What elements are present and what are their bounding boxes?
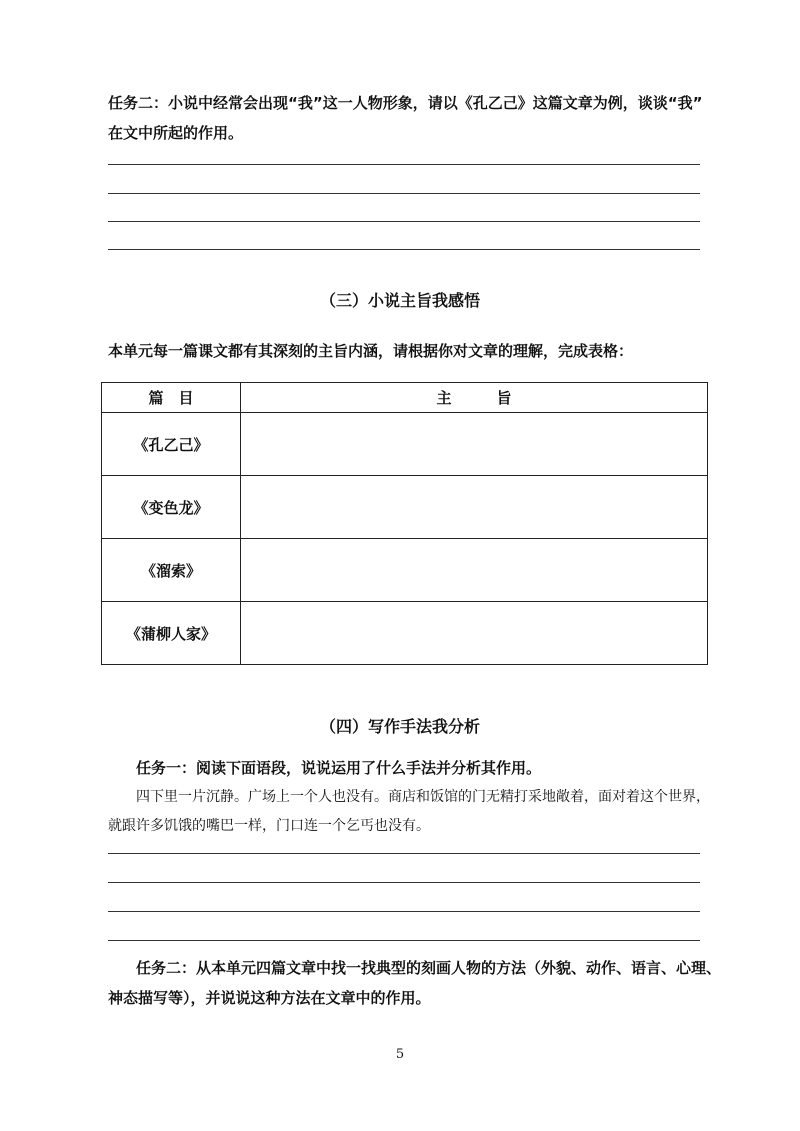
theme-answer-cell[interactable] [241,602,708,665]
passage-line1: 四下里一片沉静。广场上一个人也没有。商店和饭馆的门无精打采地敞着，面对着这个世界， [136,789,710,805]
section3-intro: 本单元每一篇课文都有其深刻的主旨内涵，请根据你对文章的理解，完成表格： [108,342,634,360]
section4-task2-line1: 任务二：从本单元四篇文章中找一找典型的刻画人物的方法（外貌、动作、语言、心理、 [136,959,722,977]
table-row [102,413,708,476]
section4-task2-line2: 神态描写等），并说说这种方法在文章中的作用。 [108,989,431,1007]
answer-line[interactable] [108,164,700,165]
header-title: 篇 目 [102,383,241,413]
section4-title: （四）写作手法我分析 [319,717,480,736]
answer-line[interactable] [108,221,700,222]
answer-line[interactable] [108,853,700,854]
page-number: 5 [395,1047,405,1062]
theme-answer-cell[interactable] [241,413,708,476]
section4-task1-prompt: 任务一：阅读下面语段，说说运用了什么手法并分析其作用。 [136,759,542,777]
theme-answer-cell[interactable] [241,476,708,539]
row-title: 《孔乙己》 [102,413,241,476]
table-row [102,539,708,602]
answer-line[interactable] [108,940,700,941]
task2-prompt-line2: 在文中所起的作用。 [108,124,244,142]
table-header-row [102,383,708,413]
answer-line[interactable] [108,882,700,883]
row-title: 《溜索》 [102,539,241,602]
theme-table [101,382,708,665]
header-theme: 主 旨 [241,383,708,413]
theme-answer-cell[interactable] [241,539,708,602]
row-title: 《变色龙》 [102,476,241,539]
task2-prompt-line1: 任务二：小说中经常会出现“我”这一人物形象，请以《孔乙己》这篇文章为例，谈谈“我” [108,94,703,112]
table-row [102,602,708,665]
answer-line[interactable] [108,249,700,250]
section3-title: （三）小说主旨我感悟 [319,291,480,310]
table-row [102,476,708,539]
passage-line2: 就跟许多饥饿的嘴巴一样，门口连一个乞丐也没有。 [108,818,430,834]
answer-line[interactable] [108,193,700,194]
answer-line[interactable] [108,911,700,912]
row-title: 《蒲柳人家》 [102,602,241,665]
